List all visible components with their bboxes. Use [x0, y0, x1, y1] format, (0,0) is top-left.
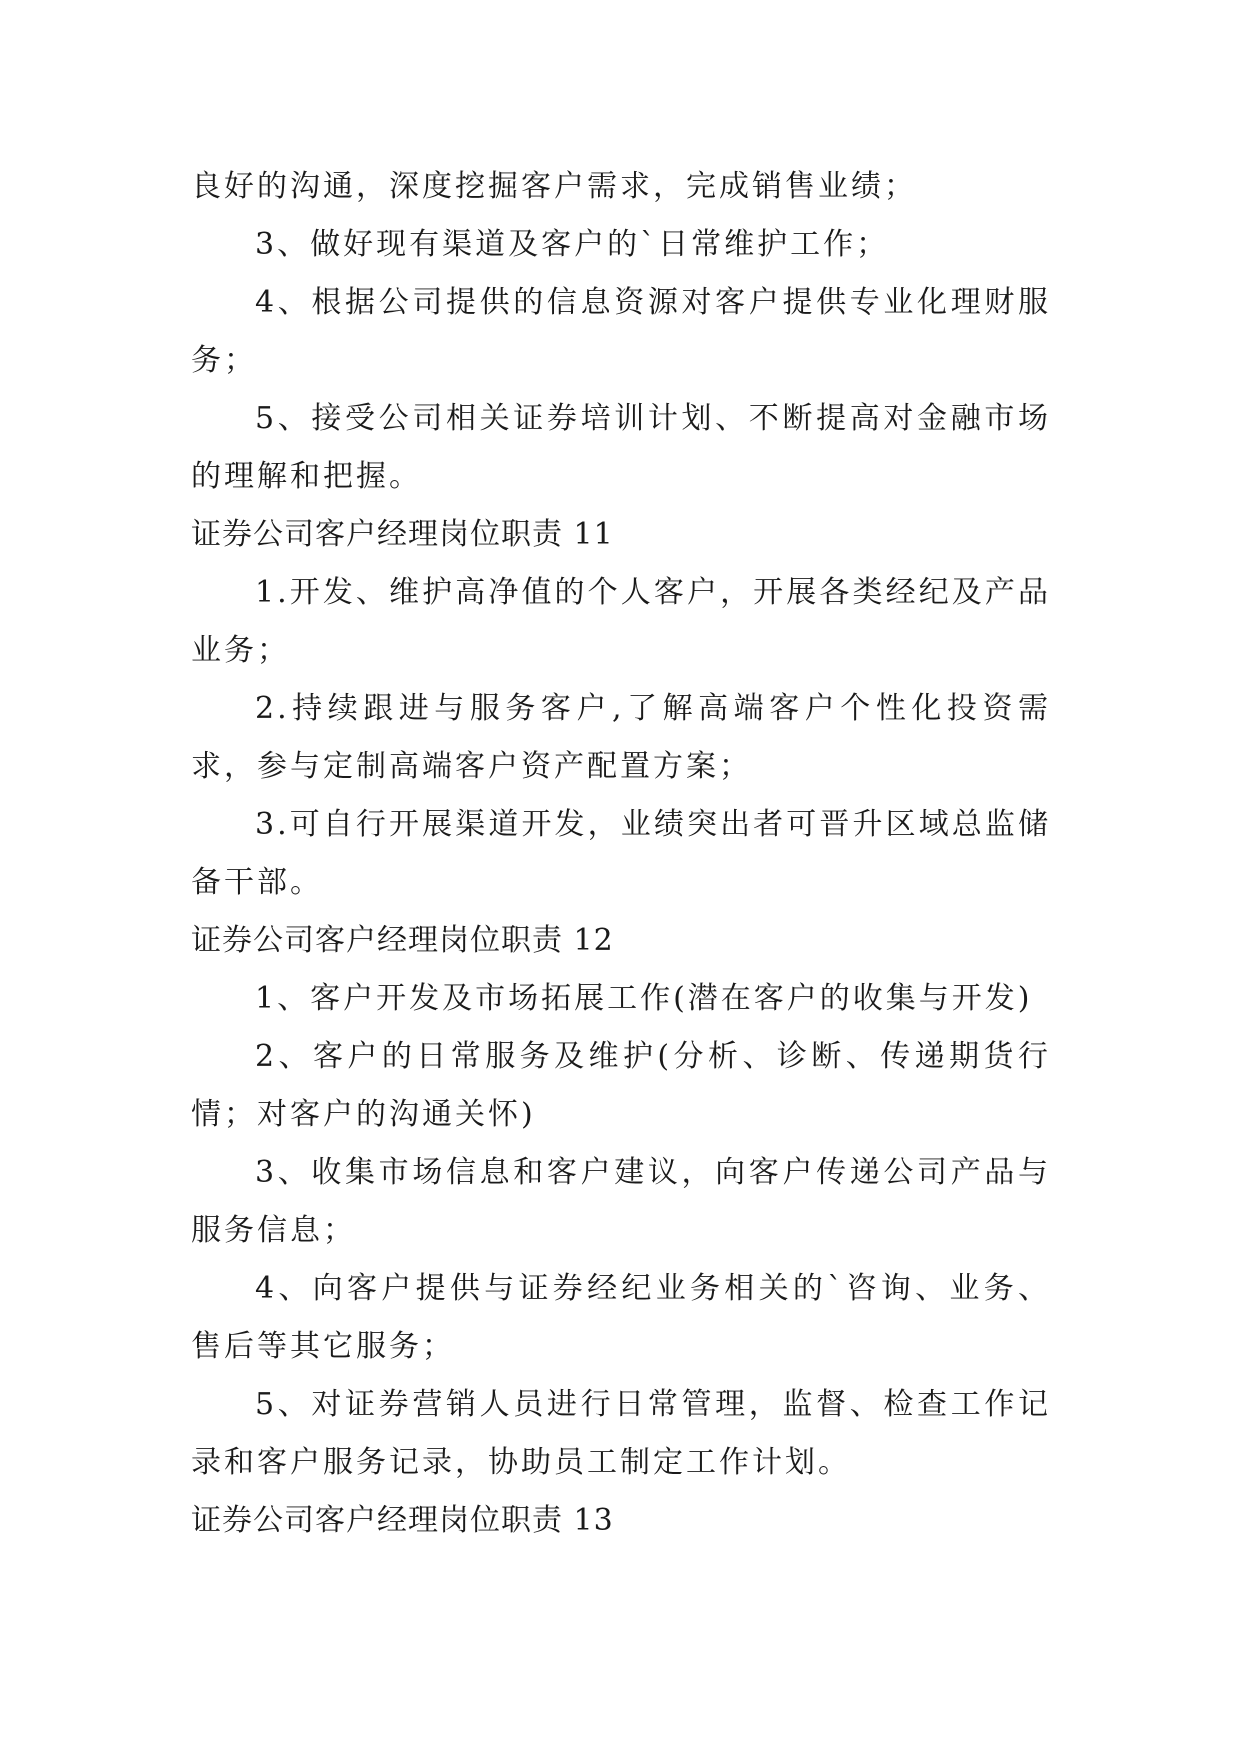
paragraph: 1.开发、维护高净值的个人客户，开展各类经纪及产品业务；: [191, 575, 1051, 668]
paragraph: 5、接受公司相关证券培训计划、不断提高对金融市场的理解和把握。: [191, 401, 1051, 494]
paragraph: 3、收集市场信息和客户建议，向客户传递公司产品与服务信息；: [191, 1155, 1051, 1248]
paragraph: 3.可自行开展渠道开发，业绩突出者可晋升区域总监储备干部。: [191, 807, 1051, 900]
paragraph: 2、客户的日常服务及维护(分析、诊断、传递期货行情；对客户的沟通关怀): [191, 1039, 1051, 1132]
paragraph: 5、对证券营销人员进行日常管理，监督、检查工作记录和客户服务记录，协助员工制定工作计划。: [191, 1387, 1051, 1480]
paragraph: 4、向客户提供与证券经纪业务相关的`咨询、业务、售后等其它服务；: [191, 1271, 1051, 1364]
paragraph: 3、做好现有渠道及客户的`日常维护工作；: [255, 227, 890, 262]
paragraph: 2.持续跟进与服务客户,了解高端客户个性化投资需求，参与定制高端客户资产配置方案；: [191, 691, 1051, 784]
paragraph: 1、客户开发及市场拓展工作(潜在客户的收集与开发): [255, 981, 1033, 1016]
paragraph: 良好的沟通，深度挖掘客户需求，完成销售业绩；: [191, 169, 917, 204]
section-heading: 证券公司客户经理岗位职责 11: [191, 517, 614, 552]
section-heading: 证券公司客户经理岗位职责 13: [191, 1503, 614, 1538]
section-heading: 证券公司客户经理岗位职责 12: [191, 923, 614, 958]
paragraph: 4、根据公司提供的信息资源对客户提供专业化理财服务；: [191, 285, 1051, 378]
document-body: [191, 158, 1051, 1550]
